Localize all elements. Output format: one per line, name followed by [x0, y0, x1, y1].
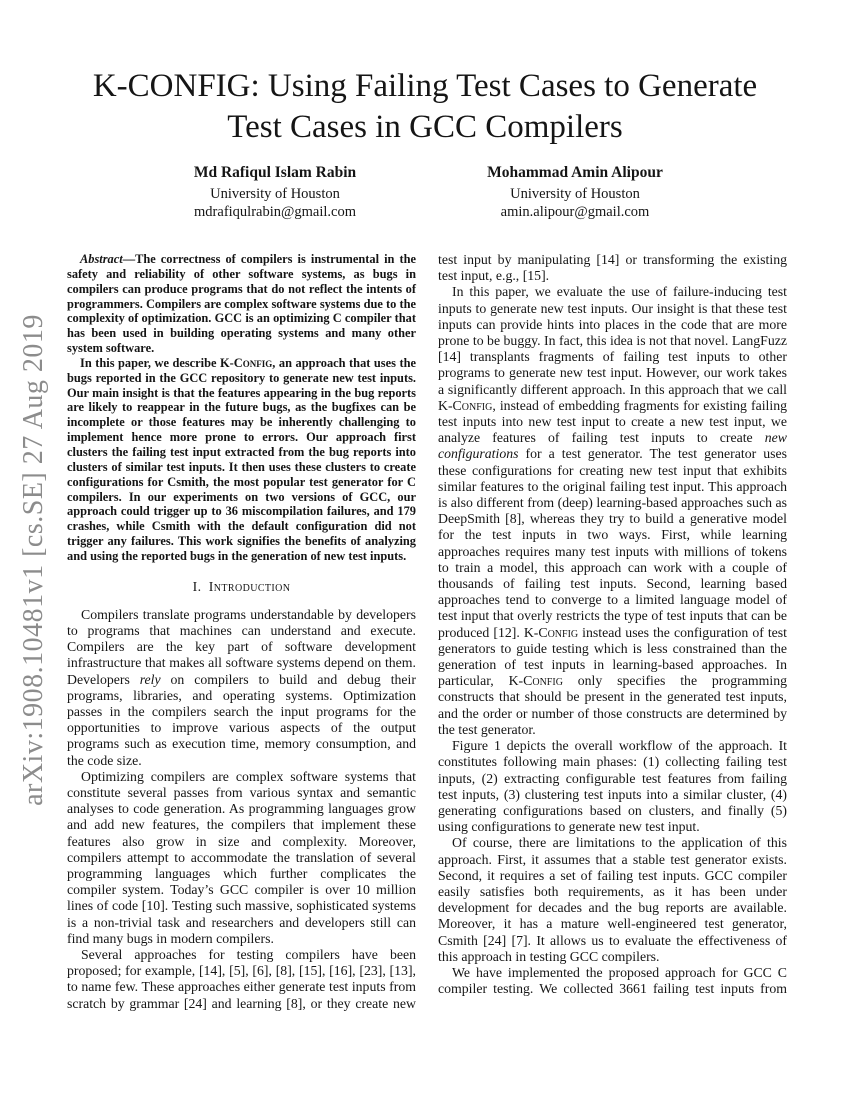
abstract-paragraph-1: Abstract—The correctness of compilers is instrumental in the safety and reliability of other software systems, as bugs in compilers can produce programs that do not reflect the intents of programmers. Compilers are complex software systems due to the complexity of optimization. GCC is an optimizing C compiler that has been used in building operating systems and many other system software. [67, 252, 416, 356]
author-1 [125, 163, 425, 221]
paper-title [55, 66, 795, 148]
author-1-email: mdrafiqulrabin@gmail.com [194, 204, 356, 220]
section-heading-introduction: I. Introduction [192, 578, 291, 594]
paragraph: Compilers translate programs understandable by developers to programs that machines can understand and execute. Compilers are the key part of software development infrastructure that makes all software systems depend on them. Developers rely on compilers to build and debug their programs, libraries, and operating systems. Optimization passes in the compilers search the input programs for the opportunities to improve various aspects of the output programs such as execution time, memory consumption, and the code size. [67, 606, 416, 768]
paper-title-line-1: K-CONFIG: Using Failing Test Cases to Generate [92, 68, 758, 104]
author-2-name: Mohammad Amin Alipour [487, 164, 663, 181]
author-2 [425, 163, 725, 221]
arxiv-stamp: arXiv:1908.10481v1 [cs.SE] 27 Aug 2019 [18, 314, 49, 806]
paragraph: Optimizing compilers are complex software systems that constitute several passes from various syntax and semantic analyses to code generation. As programming languages grow and add new features, the compilers that implement these features also grow in size and complexity. Moreover, compilers attempt to accommodate the translation of several programming languages which further complicates the compiler system. Today’s GCC compiler is over 10 million lines of code [10]. Testing such massive, sophisticated systems is a non-trivial task and researchers and developers still can find many bugs in modern compilers. [67, 768, 416, 946]
paper-title-line-2: Test Cases in GCC Compilers [227, 109, 623, 145]
paragraph: In this paper, we evaluate the use of failure-inducing test inputs to generate new test inputs. Our insight is that these test inputs can provide hints into places in the code that are more prone to be buggy. In fact, this idea is not that novel. LangFuzz [14] transplants fragments of failing test inputs to other programs to generate new test input. However, our work takes a significantly different approach. In this approach that we call K-Config, instead of embedding fragments for existing failing test inputs into new test input to create a new test input, we analyze features of failing test inputs to create new configurations for a test generator. The test generator uses these configurations for creating new test input that exhibits similar features to the original failing test input. This approach is also different from (deep) learning-based approaches such as DeepSmith [8], whereas they try to build a generative model for the test inputs in two ways. First, while learning approaches requires many test inputs with millions of tokens to train a model, this approach can work with a couple of thousands of failing test inputs. Second, learning based approaches tend to converge to a limited language model of test input that overly restricts the type of test inputs that can be produced [12]. K-Config instead uses the configuration of test generators to guide testing which is less constrained than the generation of test inputs in learning-based approaches. In particular, K-Config only specifies the programming constructs that should be present in the generated test inputs, and the order or number of those constructs are determined by the test generator. [438, 284, 787, 737]
right-column [438, 252, 787, 1012]
author-2-email: amin.alipour@gmail.com [500, 204, 650, 220]
author-1-name: Md Rafiqul Islam Rabin [193, 164, 357, 181]
paragraph: Of course, there are limitations to the application of this approach. First, it assumes that a stable test generator exists. Second, it requires a set of failing test inputs. GCC compiler easily satisfies both requirements, as it has been under development for decades and the bug reports are available. Moreover, it has a mature well-engineered test generator, Csmith [24] [7]. It allows us to evaluate the effectiveness of this approach in testing GCC compilers. [438, 835, 787, 964]
introduction-text-left [67, 607, 416, 1012]
abstract [67, 252, 416, 564]
author-2-affiliation: University of Houston [510, 186, 640, 202]
paragraph: Several approaches for testing compilers have been proposed; for example, [14], [5], [6], [8], [15], [16], [23], [13], to name few. These approaches either generate test inputs from scratch by grammar [24] and learning [8], or they create new [67, 946, 416, 1011]
left-column [67, 252, 416, 1012]
author-block [125, 163, 725, 221]
paragraph: We have implemented the proposed approach for GCC C compiler testing. We collected 3661 failing test inputs from [438, 964, 787, 997]
paragraph: test input by manipulating [14] or transforming the existing test input, e.g., [15]. [438, 252, 787, 284]
author-1-affiliation: University of Houston [210, 186, 340, 202]
paragraph: Figure 1 depicts the overall workflow of the approach. It constitutes following main phases: (1) collecting failing test inputs, (2) extracting configurable test features from failing test inputs, (3) clustering test inputs into a similar cluster, (4) generating configurations based on clusters, and finally (5) using configurations to generate new test input. [438, 738, 787, 835]
two-column-body [67, 252, 787, 1012]
abstract-paragraph-2: In this paper, we describe K-Config, an approach that uses the bugs reported in the GCC repository to generate new test inputs. Our main insight is that the features appearing in the bug reports are likely to reappear in the future bugs, as the bugfixes can be incomplete or those features may be inherently challenging to implement hence more prone to errors. Our approach first clusters the failing test input extracted from the bug reports into clusters of similar test inputs. It then uses these clusters to create configurations for Csmith, the most popular test generator for C compilers. In our experiments on two versions of GCC, our approach could trigger up to 36 miscompilation failures, and 179 crashes, while Csmith with the default configuration did not trigger any failures. This work signifies the benefits of analyzing and using the reported bugs in the generation of new test inputs. [67, 355, 416, 563]
introduction-text-right [438, 252, 787, 997]
